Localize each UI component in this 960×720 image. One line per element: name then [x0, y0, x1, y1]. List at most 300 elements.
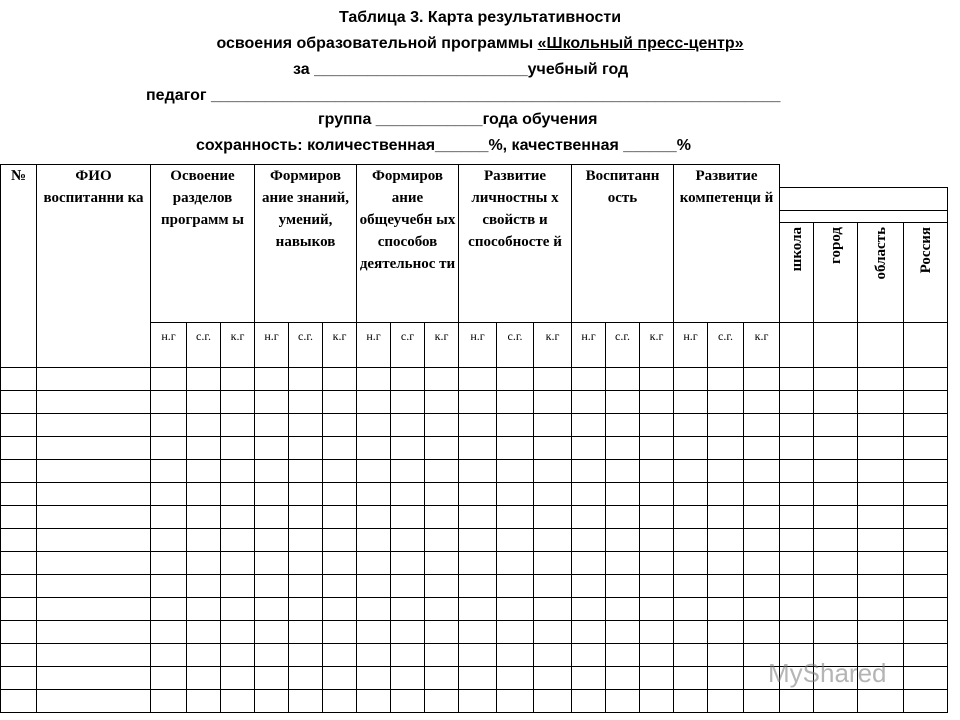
table-cell	[255, 483, 289, 506]
table-cell	[221, 506, 255, 529]
table-cell	[534, 667, 572, 690]
table-cell	[357, 483, 391, 506]
table-cell	[357, 552, 391, 575]
table-row	[1, 368, 948, 391]
table-cell	[459, 460, 497, 483]
header-personal: Развитие личностны х свойств и способносте й	[459, 165, 572, 323]
table-cell	[459, 644, 497, 667]
table-cell	[640, 391, 674, 414]
table-cell	[534, 575, 572, 598]
table-cell	[221, 575, 255, 598]
table-cell	[425, 644, 459, 667]
table-cell	[606, 460, 640, 483]
table-cell	[708, 575, 744, 598]
table-cell	[572, 414, 606, 437]
table-cell	[858, 391, 904, 414]
table-cell	[780, 414, 814, 437]
table-cell	[37, 529, 151, 552]
table-cell	[497, 483, 534, 506]
table-cell	[221, 414, 255, 437]
table-cell	[37, 506, 151, 529]
table-cell	[187, 598, 221, 621]
table-cell	[425, 575, 459, 598]
table-cell	[323, 529, 357, 552]
table-cell	[744, 391, 780, 414]
table-cell	[814, 621, 858, 644]
table-cell	[780, 368, 814, 391]
table-cell	[1, 368, 37, 391]
results-table	[0, 164, 948, 713]
table-cell	[534, 552, 572, 575]
table-cell	[425, 483, 459, 506]
level-school: школа	[780, 223, 814, 323]
table-cell	[459, 483, 497, 506]
table-cell	[904, 644, 948, 667]
table-cell	[187, 368, 221, 391]
table-cell	[606, 667, 640, 690]
table-row	[1, 437, 948, 460]
table-cell	[534, 414, 572, 437]
table-cell	[572, 667, 606, 690]
sub-header: н.г	[674, 323, 708, 368]
table-cell	[221, 529, 255, 552]
table-cell	[904, 690, 948, 713]
table-cell	[1, 483, 37, 506]
table-cell	[640, 460, 674, 483]
table-cell	[425, 598, 459, 621]
table-cell	[674, 598, 708, 621]
table-cell	[459, 621, 497, 644]
table-cell	[425, 667, 459, 690]
table-cell	[357, 621, 391, 644]
table-cell	[357, 506, 391, 529]
table-cell	[640, 483, 674, 506]
table-cell	[37, 460, 151, 483]
table-cell	[289, 552, 323, 575]
program-name: «Школьный пресс-центр»	[537, 35, 744, 52]
table-cell	[187, 667, 221, 690]
table-cell	[151, 552, 187, 575]
table-cell	[572, 644, 606, 667]
table-cell	[708, 598, 744, 621]
table-cell	[255, 621, 289, 644]
table-cell	[1, 529, 37, 552]
table-cell	[858, 483, 904, 506]
table-cell	[497, 529, 534, 552]
table-cell	[221, 690, 255, 713]
table-cell	[221, 437, 255, 460]
table-cell	[221, 667, 255, 690]
table-cell	[151, 506, 187, 529]
table-cell	[708, 621, 744, 644]
table-cell	[37, 552, 151, 575]
table-cell	[904, 368, 948, 391]
table-cell	[606, 598, 640, 621]
table-row	[1, 575, 948, 598]
header-fio: ФИО воспитанни ка	[37, 165, 151, 368]
table-cell	[606, 483, 640, 506]
table-cell	[814, 598, 858, 621]
table-cell	[37, 368, 151, 391]
table-cell	[37, 575, 151, 598]
table-cell	[534, 529, 572, 552]
table-cell	[151, 483, 187, 506]
table-cell	[459, 414, 497, 437]
table-cell	[255, 460, 289, 483]
table-cell	[606, 391, 640, 414]
table-cell	[289, 529, 323, 552]
table-cell	[323, 644, 357, 667]
table-cell	[780, 575, 814, 598]
table-cell	[904, 483, 948, 506]
table-row	[1, 460, 948, 483]
table-cell	[534, 460, 572, 483]
table-cell	[640, 368, 674, 391]
table-cell	[323, 460, 357, 483]
table-cell	[606, 575, 640, 598]
table-cell	[814, 437, 858, 460]
table-cell	[534, 391, 572, 414]
table-cell	[497, 552, 534, 575]
table-cell	[391, 391, 425, 414]
table-cell	[221, 552, 255, 575]
table-cell	[255, 529, 289, 552]
table-cell	[391, 667, 425, 690]
table-cell	[814, 529, 858, 552]
table-cell	[459, 575, 497, 598]
table-cell	[674, 667, 708, 690]
table-cell	[391, 460, 425, 483]
table-cell	[572, 506, 606, 529]
table-cell	[606, 644, 640, 667]
table-cell	[497, 506, 534, 529]
table-cell	[187, 690, 221, 713]
table-cell	[497, 690, 534, 713]
header-sections: Освоение разделов программ ы	[151, 165, 255, 323]
table-cell	[289, 483, 323, 506]
table-cell	[904, 414, 948, 437]
table-cell	[425, 529, 459, 552]
table-cell	[255, 437, 289, 460]
table-cell	[572, 368, 606, 391]
table-cell	[187, 414, 221, 437]
table-cell	[323, 437, 357, 460]
sub-header: с.г.	[708, 323, 744, 368]
table-cell	[37, 414, 151, 437]
table-cell	[1, 437, 37, 460]
table-cell	[221, 598, 255, 621]
table-cell	[606, 414, 640, 437]
table-cell	[497, 598, 534, 621]
sub-header: с.г	[391, 323, 425, 368]
table-cell	[744, 437, 780, 460]
table-cell	[357, 414, 391, 437]
table-cell	[858, 621, 904, 644]
level-cell	[904, 323, 948, 368]
table-cell	[780, 621, 814, 644]
table-row	[1, 506, 948, 529]
table-cell	[674, 460, 708, 483]
table-title: Таблица 3. Карта результативности	[338, 9, 622, 26]
table-cell	[151, 414, 187, 437]
table-cell	[187, 460, 221, 483]
table-cell	[606, 529, 640, 552]
table-cell	[497, 391, 534, 414]
header-methods: Формиров ание общеучебн ых способов деятельнос ти	[357, 165, 459, 323]
table-cell	[151, 644, 187, 667]
table-cell	[425, 391, 459, 414]
table-cell	[255, 690, 289, 713]
table-cell	[459, 506, 497, 529]
table-cell	[255, 506, 289, 529]
table-cell	[425, 690, 459, 713]
table-cell	[289, 667, 323, 690]
table-cell	[391, 437, 425, 460]
table-cell	[674, 690, 708, 713]
table-cell	[1, 621, 37, 644]
table-cell	[151, 529, 187, 552]
table-cell	[640, 621, 674, 644]
table-cell	[391, 414, 425, 437]
level-cell	[814, 323, 858, 368]
table-cell	[357, 667, 391, 690]
table-cell	[572, 529, 606, 552]
table-cell	[323, 598, 357, 621]
table-cell	[904, 529, 948, 552]
table-cell	[572, 575, 606, 598]
table-cell	[606, 621, 640, 644]
table-cell	[357, 575, 391, 598]
table-cell	[151, 460, 187, 483]
header-knowledge: Формиров ание знаний, умений, навыков	[255, 165, 357, 323]
table-cell	[357, 529, 391, 552]
table-cell	[255, 644, 289, 667]
table-cell	[674, 437, 708, 460]
table-cell	[391, 575, 425, 598]
program-subtitle	[0, 34, 960, 54]
table-cell	[534, 690, 572, 713]
table-cell	[323, 575, 357, 598]
table-cell	[674, 529, 708, 552]
table-row	[1, 529, 948, 552]
table-cell	[904, 575, 948, 598]
table-cell	[289, 644, 323, 667]
table-cell	[391, 529, 425, 552]
table-cell	[151, 575, 187, 598]
table-cell	[289, 368, 323, 391]
table-cell	[425, 506, 459, 529]
table-cell	[151, 690, 187, 713]
table-cell	[221, 644, 255, 667]
table-cell	[187, 644, 221, 667]
table-cell	[459, 437, 497, 460]
table-cell	[858, 368, 904, 391]
table-cell	[187, 552, 221, 575]
table-cell	[323, 621, 357, 644]
table-cell	[1, 690, 37, 713]
table-cell	[391, 368, 425, 391]
table-cell	[858, 506, 904, 529]
retention-line: сохранность: количественная______%, качественная ______%	[196, 137, 691, 154]
table-cell	[255, 552, 289, 575]
sub-header: к.г	[534, 323, 572, 368]
table-cell	[425, 460, 459, 483]
table-cell	[814, 690, 858, 713]
table-cell	[187, 391, 221, 414]
table-cell	[814, 575, 858, 598]
table-cell	[459, 667, 497, 690]
table-cell	[858, 529, 904, 552]
table-cell	[187, 529, 221, 552]
table-cell	[640, 598, 674, 621]
table-cell	[1, 506, 37, 529]
table-cell	[459, 690, 497, 713]
table-cell	[255, 414, 289, 437]
table-row	[1, 621, 948, 644]
sub-header: к.г	[221, 323, 255, 368]
table-cell	[744, 483, 780, 506]
sub-header: н.г	[151, 323, 187, 368]
table-cell	[1, 460, 37, 483]
table-cell	[1, 598, 37, 621]
header-upbringing: Воспитанн ость	[572, 165, 674, 323]
table-cell	[858, 575, 904, 598]
table-row	[1, 552, 948, 575]
level-region: область	[858, 223, 904, 323]
table-cell	[459, 552, 497, 575]
table-cell	[780, 552, 814, 575]
table-cell	[459, 391, 497, 414]
table-cell	[187, 483, 221, 506]
sub-header: с.г.	[187, 323, 221, 368]
table-cell	[904, 391, 948, 414]
table-cell	[1, 644, 37, 667]
table-cell	[37, 391, 151, 414]
table-cell	[780, 391, 814, 414]
table-cell	[497, 414, 534, 437]
table-cell	[289, 598, 323, 621]
table-cell	[459, 368, 497, 391]
academic-year-line: за ________________________учебный год	[293, 61, 629, 78]
table-cell	[780, 506, 814, 529]
sub-header: н.г	[572, 323, 606, 368]
table-cell	[814, 368, 858, 391]
table-cell	[640, 667, 674, 690]
table-cell	[425, 368, 459, 391]
table-cell	[744, 368, 780, 391]
table-cell	[674, 506, 708, 529]
table-cell	[391, 483, 425, 506]
table-cell	[572, 437, 606, 460]
table-cell	[708, 506, 744, 529]
level-cell	[780, 323, 814, 368]
table-cell	[744, 575, 780, 598]
table-cell	[221, 621, 255, 644]
table-cell	[814, 483, 858, 506]
table-cell	[425, 621, 459, 644]
table-cell	[289, 437, 323, 460]
table-cell	[391, 690, 425, 713]
table-cell	[708, 552, 744, 575]
table-cell	[534, 437, 572, 460]
table-cell	[640, 690, 674, 713]
table-cell	[606, 368, 640, 391]
table-cell	[744, 690, 780, 713]
table-cell	[780, 460, 814, 483]
table-cell	[744, 460, 780, 483]
table-cell	[37, 644, 151, 667]
table-cell	[744, 529, 780, 552]
table-cell	[497, 621, 534, 644]
table-cell	[606, 506, 640, 529]
table-cell	[744, 621, 780, 644]
table-cell	[534, 483, 572, 506]
table-cell	[289, 690, 323, 713]
table-cell	[289, 391, 323, 414]
table-cell	[572, 483, 606, 506]
sub-header: н.г	[255, 323, 289, 368]
table-cell	[255, 368, 289, 391]
table-cell	[640, 414, 674, 437]
table-cell	[534, 506, 572, 529]
table-cell	[357, 460, 391, 483]
table-cell	[151, 621, 187, 644]
sub-header: к.г	[640, 323, 674, 368]
table-cell	[187, 506, 221, 529]
table-cell	[323, 414, 357, 437]
table-cell	[674, 552, 708, 575]
sub-header: с.г.	[289, 323, 323, 368]
table-cell	[744, 506, 780, 529]
header-competencies: Развитие компетенци й	[674, 165, 780, 323]
table-cell	[708, 667, 744, 690]
table-cell	[534, 644, 572, 667]
table-cell	[37, 598, 151, 621]
table-cell	[323, 483, 357, 506]
table-cell	[357, 368, 391, 391]
table-cell	[780, 598, 814, 621]
table-cell	[289, 506, 323, 529]
table-cell	[674, 644, 708, 667]
table-cell	[391, 552, 425, 575]
table-cell	[289, 414, 323, 437]
table-cell	[744, 414, 780, 437]
table-cell	[572, 552, 606, 575]
table-cell	[255, 598, 289, 621]
table-cell	[357, 598, 391, 621]
table-cell	[904, 460, 948, 483]
table-cell	[391, 598, 425, 621]
table-cell	[674, 575, 708, 598]
table-cell	[187, 437, 221, 460]
table-cell	[814, 414, 858, 437]
table-cell	[425, 437, 459, 460]
table-cell	[425, 414, 459, 437]
sub-header: н.г	[357, 323, 391, 368]
table-cell	[221, 460, 255, 483]
table-cell	[858, 552, 904, 575]
table-cell	[606, 437, 640, 460]
group-line: группа ____________года обучения	[318, 111, 598, 128]
table-cell	[187, 575, 221, 598]
table-cell	[708, 644, 744, 667]
table-cell	[640, 506, 674, 529]
table-cell	[323, 391, 357, 414]
table-cell	[904, 667, 948, 690]
table-cell	[640, 644, 674, 667]
table-cell	[391, 644, 425, 667]
levels-group-row	[780, 188, 948, 211]
